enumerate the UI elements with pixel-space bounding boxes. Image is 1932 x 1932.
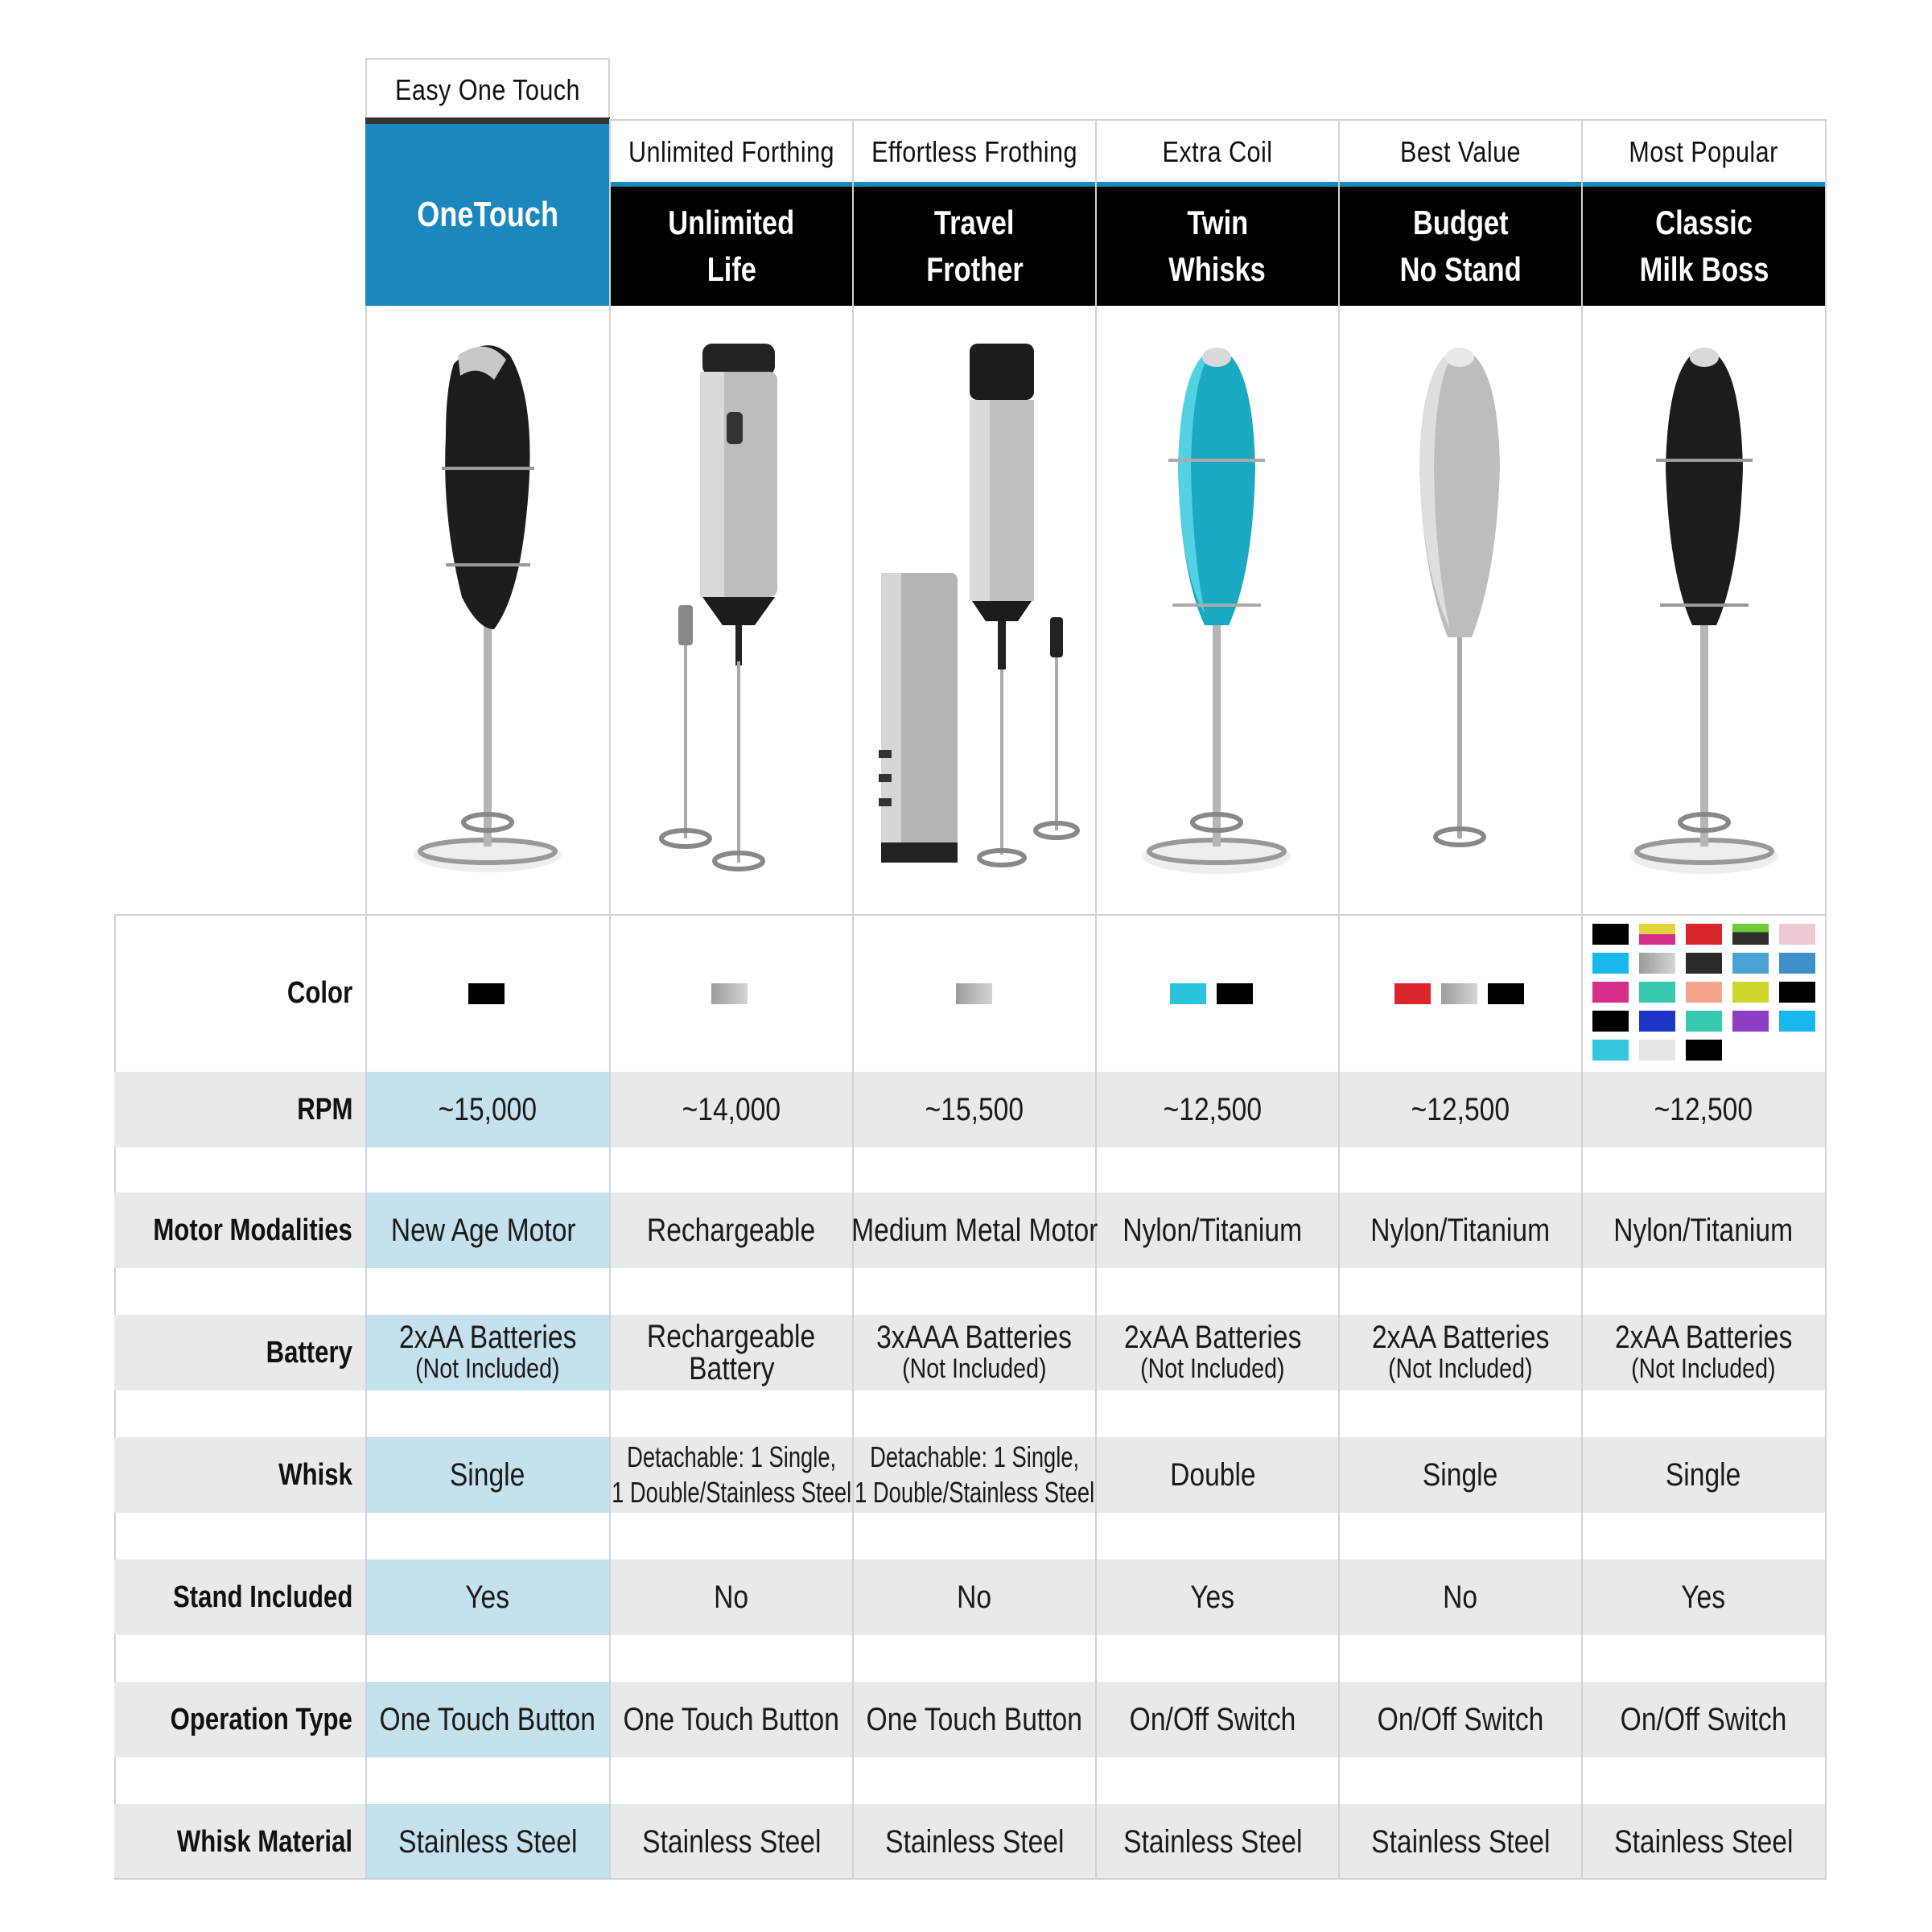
table-top-border xyxy=(114,914,1827,916)
cell-material: Stainless Steel xyxy=(1123,1823,1303,1860)
frother-silver-rechargeable-icon xyxy=(610,307,853,912)
cell-material: Stainless Steel xyxy=(1370,1823,1551,1860)
cell-operation: One Touch Button xyxy=(379,1701,596,1737)
product-name-line2: Milk Boss xyxy=(1639,250,1769,288)
cell-operation: On/Off Switch xyxy=(1129,1701,1296,1737)
tag-label: Effortless Frothing xyxy=(871,135,1077,168)
cell-whisk: Double xyxy=(1169,1456,1256,1493)
color-swatch xyxy=(711,983,748,1004)
product-header-twin-whisks xyxy=(1096,187,1339,306)
color-swatch xyxy=(956,983,992,1004)
color-swatch xyxy=(1592,924,1629,945)
tag-label: Most Popular xyxy=(1629,135,1778,168)
color-swatch xyxy=(1732,982,1769,1003)
cell-rpm: ~14,000 xyxy=(682,1091,781,1127)
cell-battery: 2xAA Batteries (Not Included) xyxy=(1123,1320,1302,1384)
cell-whisk: Single xyxy=(1666,1456,1741,1493)
color-swatch xyxy=(1779,982,1815,1003)
cell-whisk: Detachable: 1 Single, 1 Double/Stainless Steel xyxy=(854,1440,1095,1509)
cell-operation: One Touch Button xyxy=(866,1701,1083,1737)
cell-operation: On/Off Switch xyxy=(1377,1701,1544,1737)
cell-motor: Nylon/Titanium xyxy=(1123,1212,1303,1248)
color-swatch xyxy=(1441,983,1477,1004)
cell-battery: 3xAAA Batteries (Not Included) xyxy=(876,1320,1073,1384)
cell-material: Stainless Steel xyxy=(884,1823,1065,1860)
cell-rpm: ~15,000 xyxy=(438,1091,538,1127)
cell-motor: Nylon/Titanium xyxy=(1370,1212,1551,1248)
cell-whisk: Detachable: 1 Single, 1 Double/Stainless Steel xyxy=(611,1440,852,1509)
row-label-rpm: RPM xyxy=(296,1092,352,1127)
color-swatch xyxy=(1592,1011,1629,1032)
cell-material: Stainless Steel xyxy=(1613,1823,1794,1860)
product-header-unlimited-life xyxy=(610,187,853,306)
cell-rpm: ~12,500 xyxy=(1654,1091,1753,1127)
color-swatch xyxy=(1779,1011,1815,1032)
color-swatch xyxy=(1592,1040,1629,1061)
cell-battery: 2xAA Batteries (Not Included) xyxy=(1371,1320,1550,1384)
color-swatch xyxy=(1732,1011,1769,1032)
product-name-line2: Whisks xyxy=(1168,250,1267,288)
product-header-travel-frother xyxy=(853,187,1096,306)
cell-material: Stainless Steel xyxy=(641,1823,822,1860)
color-swatch xyxy=(1686,1040,1722,1061)
product-header-classic-milk-boss xyxy=(1582,187,1827,306)
row-label-motor: Motor Modalities xyxy=(153,1213,352,1247)
tag-label: Unlimited Forthing xyxy=(628,135,834,168)
row-label-material: Whisk Material xyxy=(176,1824,352,1859)
tag-label: Easy One Touch xyxy=(395,73,580,106)
tag-label: Best Value xyxy=(1400,135,1521,168)
frother-black-classic-with-stand-icon xyxy=(1582,307,1827,912)
color-swatch xyxy=(1592,953,1629,974)
frother-silver-no-stand-icon xyxy=(1339,307,1582,912)
cell-rpm: ~15,500 xyxy=(925,1091,1024,1127)
cell-rpm: ~12,500 xyxy=(1411,1091,1510,1127)
color-swatch xyxy=(1732,924,1769,945)
tag-box-onetouch xyxy=(365,58,610,121)
cell-motor: Nylon/Titanium xyxy=(1613,1212,1794,1248)
product-name-line2: Frother xyxy=(925,250,1024,288)
row-label-whisk: Whisk xyxy=(278,1457,352,1492)
color-swatch xyxy=(1686,1011,1722,1032)
cell-motor: New Age Motor xyxy=(391,1212,576,1248)
color-swatch xyxy=(1639,1011,1675,1032)
cell-whisk: Single xyxy=(450,1456,525,1493)
cell-stand: Yes xyxy=(1681,1579,1726,1615)
color-swatch xyxy=(1686,982,1722,1003)
color-swatch xyxy=(1639,1040,1675,1061)
color-swatch xyxy=(1779,953,1815,974)
color-swatch xyxy=(1170,983,1206,1004)
product-name: OneTouch xyxy=(417,195,558,234)
color-swatch xyxy=(1488,983,1524,1004)
color-swatch xyxy=(1686,924,1722,945)
frother-travel-with-case-icon xyxy=(853,307,1096,912)
product-name-line1: Twin xyxy=(1187,204,1248,241)
cell-operation: On/Off Switch xyxy=(1620,1701,1787,1737)
column-divider xyxy=(1825,914,1827,1880)
cell-stand: No xyxy=(957,1579,992,1615)
product-header-onetouch xyxy=(365,124,610,306)
color-swatch xyxy=(1639,953,1675,974)
frother-teal-with-stand-icon xyxy=(1096,307,1339,912)
cell-battery: 2xAA Batteries (Not Included) xyxy=(398,1320,577,1384)
color-swatch xyxy=(1732,953,1769,974)
product-header-budget-no-stand xyxy=(1339,187,1582,306)
color-swatch xyxy=(1686,953,1722,974)
product-name-line2: No Stand xyxy=(1399,250,1522,288)
cell-motor: Rechargeable xyxy=(647,1212,816,1248)
cell-operation: One Touch Button xyxy=(623,1701,840,1737)
product-name-line2: Life xyxy=(706,250,756,288)
color-swatch xyxy=(1394,983,1431,1004)
row-label-stand: Stand Included xyxy=(172,1580,352,1614)
cell-material: Stainless Steel xyxy=(398,1823,578,1860)
color-swatch xyxy=(1592,982,1629,1003)
color-swatch xyxy=(1779,924,1815,945)
tag-underline xyxy=(365,117,610,124)
color-swatch xyxy=(1639,982,1675,1003)
row-label-battery: Battery xyxy=(266,1335,352,1370)
cell-stand: Yes xyxy=(1190,1579,1235,1615)
row-label-color: Color xyxy=(286,975,352,1010)
cell-stand: Yes xyxy=(465,1579,510,1615)
product-name-line1: Budget xyxy=(1412,204,1509,241)
cell-battery: 2xAA Batteries (Not Included) xyxy=(1614,1320,1793,1384)
cell-rpm: ~12,500 xyxy=(1163,1091,1263,1127)
cell-whisk: Single xyxy=(1423,1456,1498,1493)
cell-stand: No xyxy=(1443,1579,1478,1615)
cell-motor: Medium Metal Motor xyxy=(851,1212,1098,1248)
tag-label: Extra Coil xyxy=(1162,135,1273,168)
cell-battery: Rechargeable Battery xyxy=(647,1319,816,1386)
color-swatch xyxy=(468,983,505,1004)
color-swatch xyxy=(1639,924,1675,945)
product-name-line1: Unlimited xyxy=(668,204,795,241)
product-name-line1: Travel xyxy=(934,204,1015,241)
frother-black-onetouch-with-stand-icon xyxy=(365,307,610,912)
product-name-line1: Classic xyxy=(1655,204,1753,241)
row-label-operation: Operation Type xyxy=(170,1702,352,1736)
color-swatch xyxy=(1217,983,1253,1004)
cell-stand: No xyxy=(714,1579,749,1615)
